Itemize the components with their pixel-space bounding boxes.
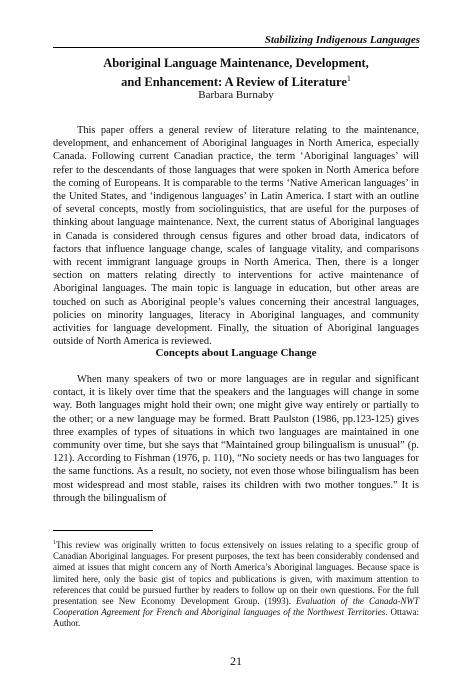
title-footnote-marker: 1 <box>346 74 351 83</box>
intro-paragraph: This paper offers a general review of literature relating to the maintenance, development, and enhancement of Aboriginal languages in North America, especially Canada. Following current Canadian practice, the term ‘Aboriginal languages’ will refer to the descendants of those languages that were spoken in North America before the coming of Europeans. It is comparable to the terms ‘Native American languages’ in the United States, and ‘indigenous languages’ in Latin America. I start with an outline of several concepts, mostly from sociolinguistics, that are useful for the purposes of thinking about language maintenance. Next, the current status of Aboriginal languages in Canada is considered through census figures and other broad data, indicators of factors that influence language change, scales of language vitality, and comparisons with recent immigrant language groups in North America. Then, there is a longer section on matters relating directly to interventions for active maintenance of Aboriginal languages. The main topic is language in education, but other areas are touched on such as Aboriginal people’s values concerning their ancestral languages, policies on minority languages, literacy in Aboriginal languages, and community activities for language development. Finally, the situation of Aboriginal languages outside of North America is reviewed. <box>53 125 419 348</box>
author-name: Barbara Burnaby <box>198 89 274 101</box>
section-heading: Concepts about Language Change <box>155 347 317 359</box>
running-head: Stabilizing Indigenous Languages <box>264 34 420 46</box>
page-number: 21 <box>230 654 242 668</box>
paper-title <box>53 56 419 90</box>
footnote-rule <box>53 530 153 531</box>
section-paragraph: When many speakers of two or more languages are in regular and significant contact, it is likely over time that the speakers and the languages will change in some way. Both languages might hold their own; one might give way entirely or partially to the other; or a new language may be formed. Bratt Paulston (1986, pp.123-125) gives three examples of types of situations in which two languages are maintained in one community over time, but she says that “Maintained group bilingualism is unusual” (p. 121). According to Fishman (1976, p. 110), “No society needs or has two languages for the same functions. As a result, no society, not even those whose bilingualism has been most widespread and most stable, raises its children with two mother tongues.” It is through the bilingualism of <box>53 374 419 504</box>
footnote-text: This review was originally written to focus extensively on issues relating to a specific group of Canadian Aboriginal languages. For present purposes, the text has been considerably condensed and aimed at issues that might concern any of North America’s Aboriginal languages. Because space is limited here, only the basic gist of topics and publications is given, with maximum attention to references that could be pursued further by readers to follow up on their own questions. For the full presentation see New Economy Development Group. (1993). <box>53 540 419 607</box>
header-rule <box>53 47 419 48</box>
title-line-2: and Enhancement: A Review of Literature <box>121 75 347 90</box>
footnote-end: . Ottawa: Author. <box>53 607 419 629</box>
footnote-italic-title: Evaluation of the Canada-NWT Cooperation Agreement for French and Aboriginal languages of the Northwest Territories <box>53 596 419 618</box>
title-line-1: Aboriginal Language Maintenance, Development, <box>103 56 369 70</box>
footnote <box>53 538 419 630</box>
footnote-number: 1 <box>53 540 56 546</box>
